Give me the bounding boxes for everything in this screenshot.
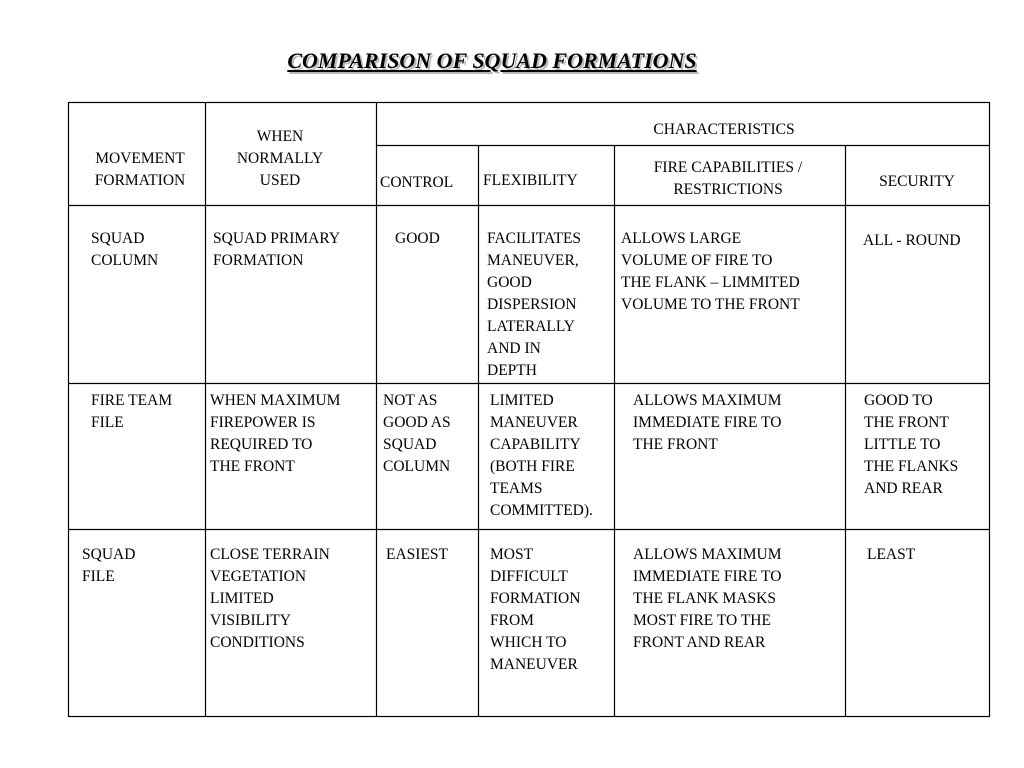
row3-control: EASIEST [386,546,448,563]
row2-control: NOT AS GOOD AS SQUAD COLUMN [383,392,451,475]
page-title-text: COMPARISON OF SQUAD FORMATIONS [287,48,697,73]
header-flexibility: FLEXIBILITY [483,172,578,189]
row1-flexibility: FACILITATES MANEUVER, GOOD DISPERSION LATERALLY AND IN DEPTH [487,230,582,379]
row3-formation: SQUAD FILE [82,546,136,585]
row2-formation: FIRE TEAM FILE [91,392,173,431]
header-security: SECURITY [879,173,955,190]
row2-security: GOOD TO THE FRONT LITTLE TO THE FLANKS AND REAR [864,392,959,497]
row2-fire: ALLOWS MAXIMUM IMMEDIATE FIRE TO THE FRONT [633,392,782,453]
row3-security: LEAST [867,546,916,563]
row1-control: GOOD [395,230,440,247]
header-characteristics: CHARACTERISTICS [653,121,795,138]
row3-when-used: CLOSE TERRAIN VEGETATION LIMITED VISIBILITY CONDITIONS [210,546,330,651]
row1-formation: SQUAD COLUMN [91,230,159,269]
row2-flexibility: LIMITED MANEUVER CAPABILITY (BOTH FIRE TEAMS COMMITTED). [490,392,593,519]
header-movement-formation: MOVEMENT FORMATION [94,150,186,189]
row1-fire: ALLOWS LARGE VOLUME OF FIRE TO THE FLANK – LIMMITED VOLUME TO THE FRONT [621,230,800,313]
row1-security: ALL - ROUND [863,232,961,249]
row1-when-used: SQUAD PRIMARY FORMATION [213,230,341,269]
header-when-normally-used: WHEN NORMALLY USED [236,128,324,189]
row3-flexibility: MOST DIFFICULT FORMATION FROM WHICH TO MANEUVER [490,546,581,673]
row2-when-used: WHEN MAXIMUM FIREPOWER IS REQUIRED TO THE FRONT [210,392,341,475]
header-control: CONTROL [380,174,454,191]
header-fire-capabilities: FIRE CAPABILITIES / RESTRICTIONS [653,159,803,198]
page-title [0,48,984,74]
row3-fire: ALLOWS MAXIMUM IMMEDIATE FIRE TO THE FLANK MASKS MOST FIRE TO THE FRONT AND REAR [633,546,782,651]
